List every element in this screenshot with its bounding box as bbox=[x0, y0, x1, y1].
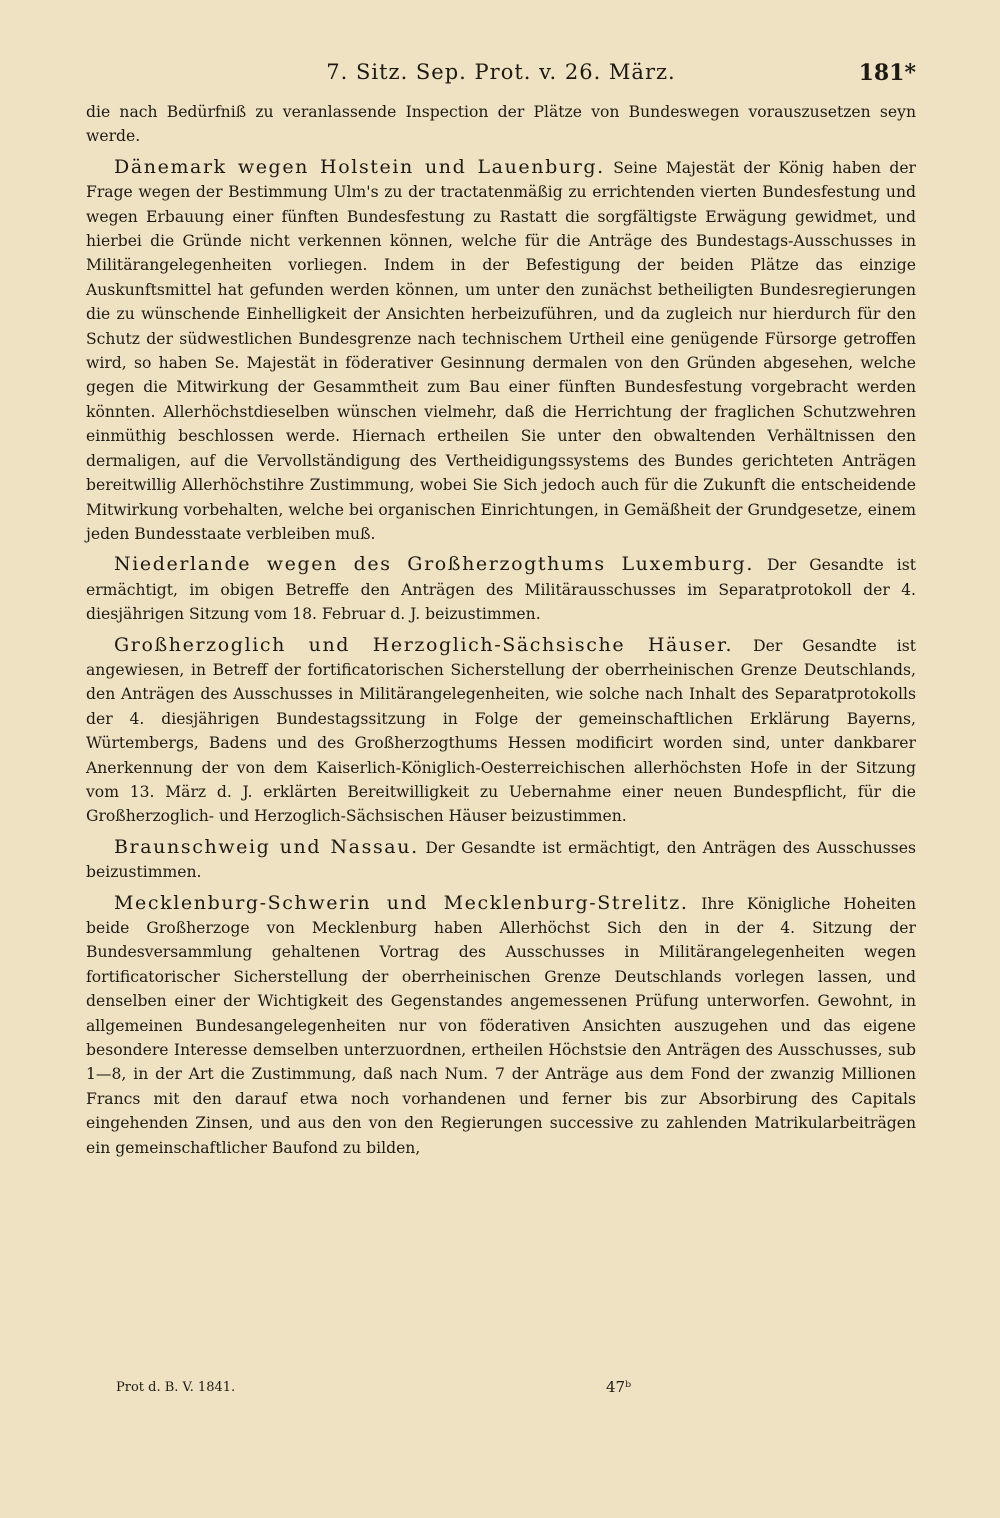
section-netherlands bbox=[86, 552, 916, 626]
section-title: Großherzoglich und Herzoglich-Sächsische Häuser. bbox=[114, 633, 734, 656]
page-footer bbox=[86, 1380, 916, 1404]
section-saxon-houses bbox=[86, 633, 916, 829]
paragraph-text: Ihre Königliche Hoheiten beide Großherzoge von Mecklenburg haben Allerhöchst Sich den in der 4. Sitzung der Bundesversammlung gehaltenen Vortrag des Ausschusses in Militärangelegenheiten wegen fortificatorischer Sicherstellung der oberrheinischen Grenze Deutschlands vorlegen lassen, und denselben einer der Wichtigkeit des Gegenstandes angemessenen Prüfung unterworfen. Gewohnt, in allgemeinen Bundesangelegenheiten nur von föderativen Ansichten auszugehen und das eigene besondere Interesse demselben unterzuordnen, ertheilen Höchstsie den Anträgen des Ausschusses, sub 1—8, in der Art die Zustimmung, daß nach Num. 7 der Anträge aus dem Fond der zwanzig Millionen Francs mit den darauf etwa noch vorhandenen und ferner bis zur Absorbirung des Capitals eingehenden Zinsen, und aus den von den Regierungen successive zu zahlenden Matrikularbeiträgen ein gemeinschaftlicher Baufond zu bilden, bbox=[86, 894, 916, 1157]
paragraph-text: Seine Majestät der König haben der Frage wegen der Bestimmung Ulm's zu der tractatenmäßig zu errichtenden vierten Bundesfestung und wegen Erbauung einer fünften Bundesfestung zu Rastatt die sorgfältigste Erwägung gewidmet, und hierbei die Gründe nicht verkennen können, welche für die Anträge des Bundestags-Ausschusses in Militärangelegenheiten vorliegen. Indem in der Befestigung der beiden Plätze das einzige Auskunftsmittel hat gefunden werden können, um unter den zunächst betheiligten Bundesregierungen die zu wünschende Einhelligkeit der Ansichten herbeizuführen, und da zugleich nur hierdurch für den Schutz der südwestlichen Bundesgrenze nach technischem Urtheil eine genügende Fürsorge getroffen wird, so haben Se. Majestät in föderativer Gesinnung dermalen von den Gründen abgesehen, welche gegen die Mitwirkung der Gesammtheit zum Bau einer fünften Bundesfestung vorgebracht werden könnten. Allerhöchstdieselben wünschen vielmehr, daß die Herrichtung der fraglichen Schutzwehren einmüthig beschlossen werde. Hiernach ertheilen Sie unter den obwaltenden Verhältnissen den dermaligen, auf die Vervollständigung des Vertheidigungssystems des Bundes gerichteten Anträgen bereitwillig Allerhöchstihre Zustimmung, wobei Sie Sich jedoch auch für die Zukunft die entscheidende Mitwirkung vorbehalten, welche bei organischen Einrichtungen, in Gemäßheit der Grundgesetze, einem jeden Bundesstaate verbleiben muß. bbox=[86, 158, 916, 543]
running-head: 7. Sitz. Sep. Prot. v. 26. März. bbox=[326, 60, 676, 84]
paragraph-continuation bbox=[86, 100, 916, 149]
page-number: 181* bbox=[858, 60, 916, 86]
page-header bbox=[86, 60, 916, 100]
paragraph-text: die nach Bedürfniß zu veranlassende Inspection der Plätze von Bundeswegen vorauszusetzen seyn werde. bbox=[86, 103, 916, 146]
section-title: Niederlande wegen des Großherzogthums Luxemburg. bbox=[114, 553, 754, 576]
footer-reference: Prot d. B. V. 1841. bbox=[116, 1380, 236, 1395]
section-mecklenburg bbox=[86, 891, 916, 1160]
page-body bbox=[86, 100, 916, 1160]
paragraph-text: Der Gesandte ist angewiesen, in Betreff der fortificatorischen Sicherstellung der oberrheinischen Grenze Deutschlands, den Anträgen des Ausschusses in Militärangelegenheiten, wie solche nach Inhalt des Separatprotokolls der 4. diesjährigen Bundestagssitzung in Folge der gemeinschaftlichen Erklärung Bayerns, Würtembergs, Badens und des Großherzogthums Hessen modificirt worden sind, unter dankbarer Anerkennung der von dem Kaiserlich-Königlich-Oesterreichischen allerhöchsten Hofe in der Sitzung vom 13. März d. J. erklärten Bereitwilligkeit zu Uebernahme einer neuen Bundespflicht, für die Großherzoglich- und Herzoglich-Sächsischen Häuser beizustimmen. bbox=[86, 636, 916, 826]
paragraph-text: Der Gesandte ist ermächtigt, den Anträgen des Ausschusses beizustimmen. bbox=[86, 838, 916, 882]
section-title: Braunschweig und Nassau. bbox=[114, 835, 419, 858]
section-title: Mecklenburg-Schwerin und Mecklenburg-Strelitz. bbox=[114, 891, 689, 914]
signature-mark: 47ᵇ bbox=[606, 1378, 632, 1396]
section-brunswick-nassau bbox=[86, 835, 916, 885]
section-title: Dänemark wegen Holstein und Lauenburg. bbox=[114, 155, 605, 178]
section-denmark bbox=[86, 155, 916, 547]
paragraph-text: Der Gesandte ist ermächtigt, im obigen Betreffe den Anträgen des Militärausschusses im Separatprotokoll der 4. diesjährigen Sitzung vom 18. Februar d. J. beizustimmen. bbox=[86, 556, 916, 624]
